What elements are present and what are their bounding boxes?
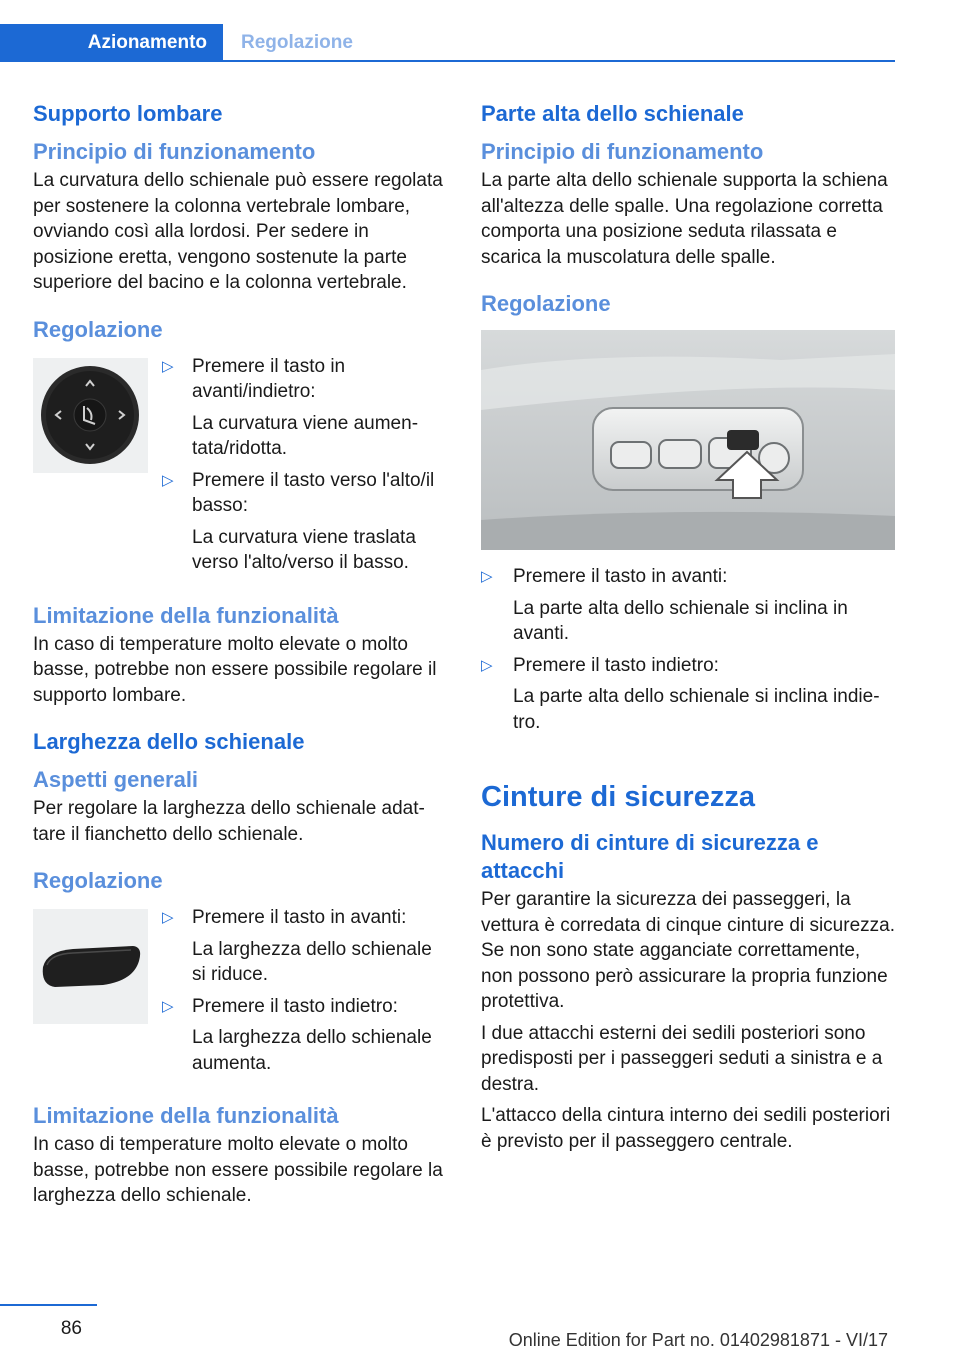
seatbelts-paragraph: L'attacco della cintura interno dei sedili posteriori è previsto per il passeggero centrale. (481, 1105, 891, 1152)
instruction-result: La curvatura viene aumentata/ridotta. (192, 412, 419, 459)
instruction-result: La parte alta dello schienale si inclina indietro. (513, 686, 880, 733)
lumbar-title: Supporto lombare (33, 101, 223, 126)
list-item (481, 653, 895, 736)
instruction-action: Premere il tasto indietro: (192, 995, 398, 1017)
left-column (33, 100, 445, 1209)
right-column (481, 100, 895, 1154)
instruction-action: Premere il tasto indietro: (513, 654, 719, 676)
instruction-action: Premere il tasto in avanti: (192, 907, 407, 928)
lumbar-principle-heading: Principio di funzionamento (33, 139, 316, 164)
upper-instruction-list (481, 564, 895, 735)
lumbar-switch-image (33, 358, 148, 473)
width-general-heading: Aspetti generali (33, 767, 199, 792)
list-item (481, 564, 895, 647)
page-number: 86 (60, 1318, 82, 1339)
triangle-bullet-icon: ▷ (162, 471, 174, 489)
triangle-bullet-icon: ▷ (162, 997, 174, 1015)
seat-controls-photo (481, 330, 895, 550)
instruction-result: La parte alta dello schienale si inclina in avanti. (513, 597, 848, 644)
seatbelts-paragraph: I due attacchi esterni dei sedili posteriori sono predisposti per i passeggeri seduti a sinistra e a destra. (481, 1022, 883, 1095)
chapter-header (0, 24, 895, 62)
upper-adjust-heading: Regolazione (481, 291, 611, 316)
edition-note: Online Edition for Part no. 01402981871 - VI/17 (508, 1330, 888, 1350)
instruction-result: La larghezza dello schienale si riduce. (192, 938, 432, 985)
seatbelts-paragraph: Per garantire la sicurezza dei passeggeri, la vettura è corredata di cinque cinture di sicurezza. Se non sono state agganciate correttamente, non possono però assicurare la propria funzione protettiva. (481, 889, 895, 1012)
triangle-bullet-icon: ▷ (162, 357, 174, 375)
instruction-result: La larghezza dello schienale aumenta. (192, 1027, 432, 1074)
width-instruction-list (162, 905, 445, 1076)
tab-regolazione[interactable]: Regolazione (241, 32, 353, 53)
instruction-result: La curvatura viene traslata verso l'alto/verso il basso. (192, 526, 416, 573)
width-title: Larghezza dello schienale (33, 729, 305, 754)
triangle-bullet-icon: ▷ (162, 909, 174, 926)
triangle-bullet-icon: ▷ (481, 568, 493, 585)
width-limit-text: In caso di temperature molto elevate o molto basse, potrebbe non essere possibile regolare la larghezza dello schienale. (33, 1134, 443, 1206)
upper-principle-text: La parte alta dello schienale supporta la schiena all'altezza delle spalle. Una regolazione corretta comporta una posizione seduta rilassata e scarica la muscolatura delle spalle. (481, 170, 888, 268)
list-item (162, 994, 445, 1077)
triangle-bullet-icon: ▷ (481, 656, 493, 674)
width-adjust-block (33, 905, 445, 1076)
width-general-text: Per regolare la larghezza dello schienale adattare il fianchetto dello schienale. (33, 798, 425, 845)
lumbar-adjust-heading: Regolazione (33, 316, 163, 342)
list-item (162, 905, 445, 988)
width-adjust-heading: Regolazione (33, 868, 163, 893)
lumbar-instruction-list (162, 354, 445, 576)
lumbar-limit-text: In caso di temperature molto elevate o molto basse, potrebbe non essere possibile regolare il supporto lombare. (33, 633, 437, 706)
upper-backrest-title: Parte alta dello schienale (481, 101, 744, 126)
upper-principle-heading: Principio di funzionamento (481, 139, 764, 164)
width-switch-image (33, 909, 148, 1024)
instruction-action: Premere il tasto verso l'alto/il basso: (192, 469, 435, 516)
list-item (162, 354, 445, 462)
lumbar-principle-text: La curvatura dello schienale può essere regolata per sostenere la colonna vertebrale lombare, ovviando così alla lordosi. Per sedere in posizione eretta, vengono sostenute la parte superiore del bacino e la colonna vertebrale. (33, 170, 443, 293)
tab-azionamento[interactable]: Azionamento (0, 24, 223, 62)
width-limit-heading: Limitazione della funzionalità (33, 1103, 339, 1128)
list-item (162, 468, 445, 576)
instruction-action: Premere il tasto in avanti: (513, 566, 728, 587)
instruction-action: Premere il tasto in avanti/indietro: (192, 355, 346, 402)
seatbelts-title: Cinture di sicurezza (481, 781, 755, 813)
footer-rule (0, 1304, 97, 1306)
lumbar-adjust-block (33, 354, 445, 576)
lumbar-limit-heading: Limitazione della funzionalità (33, 602, 339, 628)
seatbelts-count-heading: Numero di cinture di sicurezza e attacchi (481, 830, 819, 883)
